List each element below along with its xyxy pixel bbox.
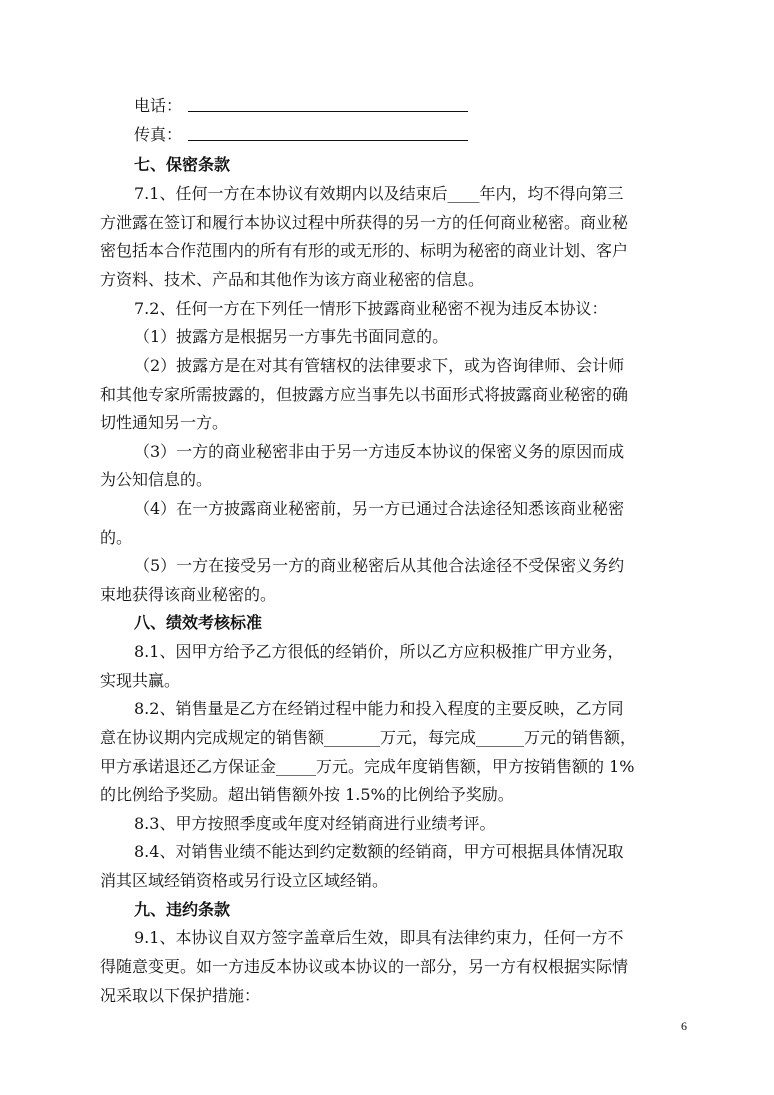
phone-blank-line <box>188 111 468 112</box>
item-1: （1）披露方是根据另一方事先书面同意的。 <box>134 327 449 346</box>
clause-8-4-line-1: 8.4、对销售业绩不能达到约定数额的经销商，甲方可根据具体情况取 <box>134 842 624 861</box>
item-4-line-1: （4）在一方披露商业秘密前，另一方已通过合法途径知悉该商业秘密 <box>134 499 625 518</box>
phone-label: 电话： <box>134 96 183 115</box>
item-3-line-2: 为公知信息的。 <box>100 470 213 489</box>
item-5-line-1: （5）一方在接受另一方的商业秘密后从其他合法途径不受保密义务约 <box>134 556 625 575</box>
clause-9-1-line-3: 况采取以下保护措施： <box>100 986 261 1005</box>
clause-7-1-line-2: 方泄露在签订和履行本协议过程中所获得的另一方的任何商业秘密。商业秘 <box>100 213 629 232</box>
clause-7-1-line-1: 7.1、任何一方在本协议有效期内以及结束后____年内，均不得向第三 <box>134 184 624 203</box>
clause-7-1-line-4: 方资料、技术、产品和其他作为该方商业秘密的信息。 <box>100 270 485 289</box>
section-7-heading: 七、保密条款 <box>134 155 231 174</box>
item-4-line-2: 的。 <box>100 528 133 547</box>
clause-9-1-line-1: 9.1、本协议自双方签字盖章后生效，即具有法律约束力，任何一方不 <box>134 928 624 947</box>
item-2-line-3: 切性通知另一方。 <box>100 413 229 432</box>
clause-8-2-line-3: 甲方承诺退还乙方保证金_____万元。完成年度销售额，甲方按销售额的 1% <box>100 757 635 776</box>
clause-8-2-line-2: 意在协议期内完成规定的销售额_______万元，每完成______万元的销售额， <box>100 728 637 747</box>
clause-8-2-line-1: 8.2、销售量是乙方在经销过程中能力和投入程度的主要反映，乙方同 <box>134 699 624 718</box>
clause-7-2: 7.2、任何一方在下列任一情形下披露商业秘密不视为违反本协议： <box>134 299 608 318</box>
clause-8-3: 8.3、甲方按照季度或年度对经销商进行业绩考评。 <box>134 814 496 833</box>
clause-9-1-line-2: 得随意变更。如一方违反本协议或本协议的一部分，另一方有权根据实际情 <box>100 957 629 976</box>
item-3-line-1: （3）一方的商业秘密非由于另一方违反本协议的保密义务的原因而成 <box>134 442 625 461</box>
fax-blank-line <box>188 140 468 141</box>
clause-8-2-line-4: 的比例给予奖励。超出销售额外按 1.5%的比例给予奖励。 <box>100 785 514 804</box>
clause-7-1-line-3: 密包括本合作范围内的所有有形的或无形的、标明为秘密的商业计划、客户 <box>100 241 629 260</box>
page-number: 6 <box>681 1019 687 1033</box>
section-9-heading: 九、违约条款 <box>134 900 231 919</box>
fax-label: 传真： <box>134 125 183 144</box>
clause-8-1-line-2: 实现共赢。 <box>100 671 181 690</box>
item-2-line-2: 和其他专家所需披露的，但披露方应当事先以书面形式将披露商业秘密的确 <box>100 385 629 404</box>
clause-8-4-line-2: 消其区域经销资格或另行设立区域经销。 <box>100 871 389 890</box>
item-5-line-2: 束地获得该商业秘密的。 <box>100 585 277 604</box>
section-8-heading: 八、绩效考核标准 <box>134 613 263 632</box>
clause-8-1-line-1: 8.1、因甲方给予乙方很低的经销价，所以乙方应积极推广甲方业务， <box>134 642 624 661</box>
item-2-line-1: （2）披露方是在对其有管辖权的法律要求下，或为咨询律师、会计师 <box>134 356 625 375</box>
